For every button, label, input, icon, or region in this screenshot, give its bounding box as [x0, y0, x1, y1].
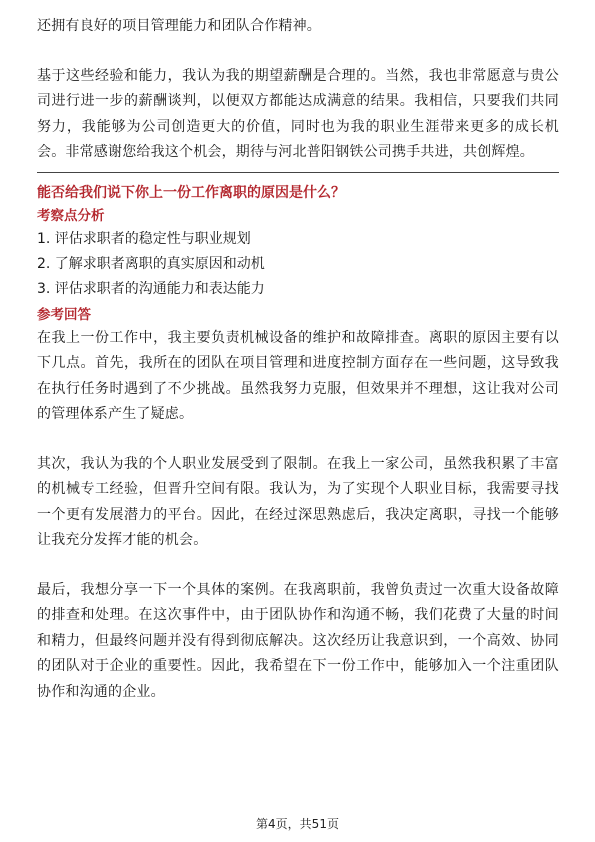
answer-heading: 参考回答 [37, 306, 91, 323]
answer-paragraph-2: 其次，我认为我的个人职业发展受到了限制。在我上一家公司，虽然我积累了丰富的机械专工经验，但晋升空间有限。我认为，为了实现个人职业目标，我需要寻找一个更有发展潜力的平台。因此，在经过深思熟虑后，我决定离职，寻找一个能够让我充分发挥才能的机会。 [37, 455, 559, 548]
intro-paragraph-2: 基于这些经验和能力，我认为我的期望薪酬是合理的。当然，我也非常愿意与贵公司进行进一步的薪酬谈判，以便双方都能达成满意的结果。我相信，只要我们共同努力，我能够为公司创造更大的价值，同时也为我的职业生涯带来更多的成长机会。非常感谢您给我这个机会，期待与河北普阳钢铁公司携手共进，共创辉煌。 [37, 67, 559, 160]
paragraph-gap [37, 40, 559, 64]
intro-paragraph-1: 还拥有良好的项目管理能力和团队合作精神。 [37, 18, 321, 34]
analysis-item-2: 2. 了解求职者离职的真实原因和动机 [37, 255, 265, 272]
paragraph-gap [37, 428, 559, 452]
answer-paragraph-3: 最后，我想分享一下一个具体的案例。在我离职前，我曾负责过一次重大设备故障的排查和处理。在这次事件中，由于团队协作和沟通不畅，我们花费了大量的时间和精力，但最终问题并没有得到彻底解决。这次经历让我意识到，一个高效、协同的团队对于企业的重要性。因此，我希望在下一份工作中，能够加入一个注重团队协作和沟通的企业。 [37, 581, 559, 700]
document-page [37, 14, 559, 705]
analysis-item-1: 1. 评估求职者的稳定性与职业规划 [37, 230, 251, 247]
paragraph-gap [37, 554, 559, 578]
analysis-item-3: 3. 评估求职者的沟通能力和表达能力 [37, 280, 265, 297]
answer-paragraph-1: 在我上一份工作中，我主要负责机械设备的维护和故障排查。离职的原因主要有以下几点。首先，我所在的团队在项目管理和进度控制方面存在一些问题，这导致我在执行任务时遇到了不少挑战。虽然我努力克服，但效果并不理想，这让我对公司的管理体系产生了疑虑。 [37, 329, 559, 422]
analysis-heading: 考察点分析 [37, 207, 105, 224]
interview-question: 能否给我们说下你上一份工作离职的原因是什么？ [37, 184, 345, 201]
section-divider [37, 172, 559, 173]
page-number: 第4页，共51页 [256, 817, 339, 831]
